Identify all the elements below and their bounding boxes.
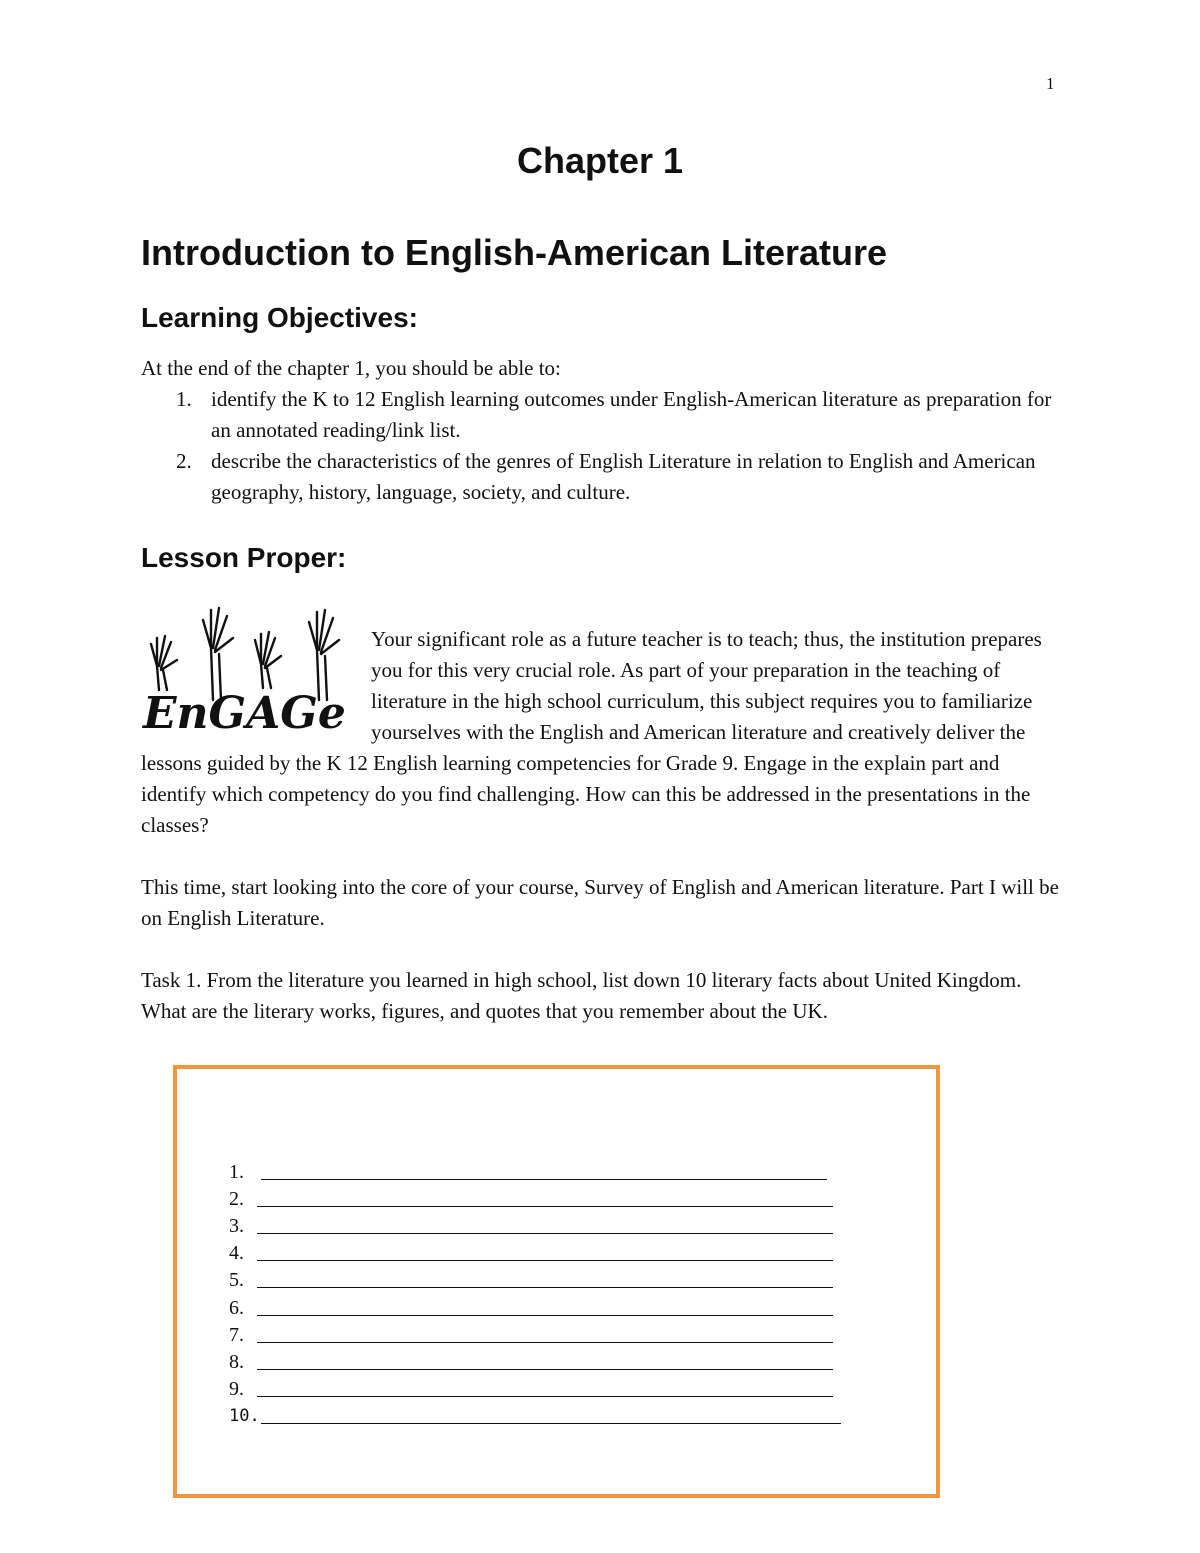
- answer-blank[interactable]: [257, 1259, 833, 1261]
- answer-box: [173, 1065, 940, 1498]
- objective-text: identify the K to 12 English learning outcomes under English-American literature as preparation for an annotated reading/link list.: [211, 387, 1052, 442]
- chapter-title: Chapter 1: [516, 140, 684, 181]
- answer-line-number: 3.: [229, 1215, 244, 1238]
- answer-blank[interactable]: [257, 1395, 833, 1397]
- objective-item: [141, 384, 1061, 446]
- answer-line[interactable]: [229, 1290, 841, 1317]
- answer-line-number: 5.: [229, 1269, 244, 1292]
- answer-blank[interactable]: [257, 1286, 833, 1288]
- engage-logo-text: EnGAGe: [143, 688, 346, 739]
- objectives-intro: At the end of the chapter 1, you should be able to:: [141, 356, 561, 380]
- answer-blank[interactable]: [261, 1422, 841, 1424]
- answer-blank[interactable]: [257, 1232, 833, 1234]
- objective-number: 1.: [176, 387, 192, 411]
- answer-blank[interactable]: [257, 1341, 833, 1343]
- engage-paragraph-text: Your significant role as a future teacher is to teach; thus, the institution prepares you for this very crucial role. As part of your preparation in the teaching of literature in the high school curriculum, this subject requires you to familiarize yourselves with the English and American literature and creatively deliver the lessons guided by the K 12 English learning competencies for Grade 9. Engage in the explain part and identify which competency do you find challenging. How can this be addressed in the presentations in the classes?: [141, 627, 1042, 837]
- answer-line-number: 4.: [229, 1242, 244, 1265]
- answer-line-number: 6.: [229, 1296, 244, 1319]
- answer-line[interactable]: [229, 1209, 841, 1236]
- task-paragraph: Task 1. From the literature you learned in high school, list down 10 literary facts about United Kingdom. What are the literary works, figures, and quotes that you remember about the UK.: [141, 968, 1022, 1023]
- objective-number: 2.: [176, 449, 192, 473]
- engage-paragraph: [141, 624, 1061, 841]
- answer-line-number: 9.: [229, 1377, 244, 1400]
- objectives-list: [141, 384, 1061, 508]
- answer-line-number: 2.: [229, 1188, 244, 1211]
- answer-blank[interactable]: [261, 1178, 827, 1180]
- page-number: 1: [1046, 74, 1055, 93]
- answer-line[interactable]: [229, 1263, 841, 1290]
- lesson-proper-heading: Lesson Proper:: [141, 542, 347, 573]
- answer-lines: [229, 1155, 841, 1426]
- learning-objectives-heading: Learning Objectives:: [141, 302, 418, 333]
- answer-blank[interactable]: [257, 1368, 833, 1370]
- answer-line[interactable]: [229, 1399, 841, 1426]
- answer-line[interactable]: [229, 1318, 841, 1345]
- answer-line-number: 10.: [229, 1405, 260, 1426]
- answer-line-number: 1.: [229, 1161, 244, 1184]
- answer-line[interactable]: [229, 1155, 841, 1182]
- answer-blank[interactable]: [257, 1205, 833, 1207]
- answer-blank[interactable]: [257, 1314, 833, 1316]
- objective-text: describe the characteristics of the genres of English Literature in relation to English and American geography, history, language, society, and culture.: [211, 449, 1036, 504]
- answer-line-number: 8.: [229, 1350, 244, 1373]
- answer-line[interactable]: [229, 1182, 841, 1209]
- answer-line-number: 7.: [229, 1323, 244, 1346]
- core-course-paragraph: This time, start looking into the core of your course, Survey of English and American literature. Part I will be on English Literature.: [141, 875, 1059, 930]
- answer-line[interactable]: [229, 1345, 841, 1372]
- main-title: Introduction to English-American Literature: [141, 232, 888, 273]
- answer-line[interactable]: [229, 1372, 841, 1399]
- objective-item: [141, 446, 1061, 508]
- answer-line[interactable]: [229, 1236, 841, 1263]
